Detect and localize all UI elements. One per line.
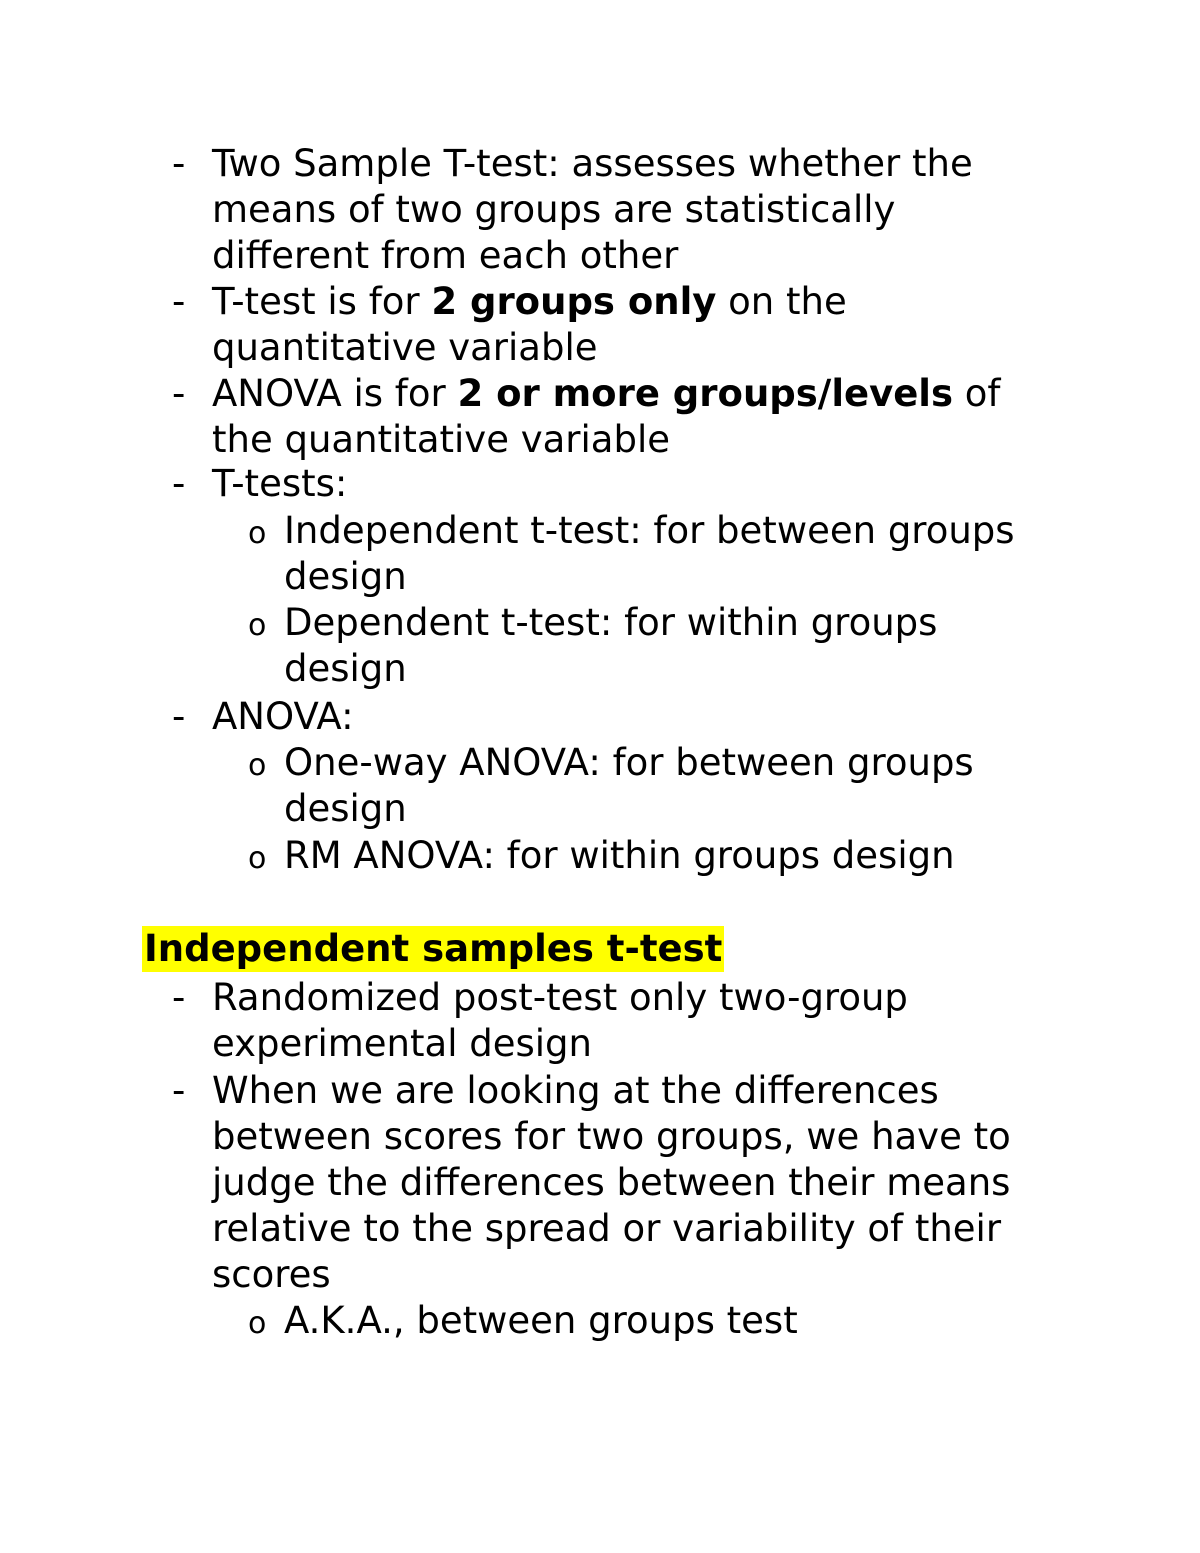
dash-bullet: - — [172, 372, 186, 415]
list-item-label: ANOVA: — [212, 695, 354, 738]
dash-bullet: - — [172, 976, 186, 1019]
dash-bullet: - — [172, 695, 186, 738]
list-item-line: quantitative variable — [212, 326, 598, 369]
list-item-line: between scores for two groups, we have to — [212, 1115, 1011, 1158]
list-item-line: scores — [212, 1253, 331, 1296]
sub-item-line: Independent t-test: for between groups — [284, 509, 1015, 552]
list-item-line: different from each other — [212, 234, 679, 277]
section-heading: Independent samples t-test — [144, 927, 723, 970]
list-item-line: judge the differences between their means — [212, 1161, 1011, 1204]
sub-item-line: One-way ANOVA: for between groups — [284, 741, 974, 784]
list-item-line: T-test is for 2 groups only on the — [212, 280, 847, 323]
list-item-line: Two Sample T-test: assesses whether the — [212, 142, 973, 185]
list-item-line: means of two groups are statistically — [212, 188, 896, 231]
sub-item-line: RM ANOVA: for within groups design — [284, 834, 955, 877]
sub-item-line: design — [284, 555, 407, 598]
dash-bullet: - — [172, 1069, 186, 1112]
sub-item-line: design — [284, 647, 407, 690]
list-item-line: When we are looking at the differences — [212, 1069, 939, 1112]
circle-bullet: o — [248, 608, 267, 643]
list-item-line: the quantitative variable — [212, 418, 670, 461]
list-item-line: experimental design — [212, 1022, 592, 1065]
circle-bullet: o — [248, 516, 267, 551]
circle-bullet: o — [248, 1306, 267, 1341]
dash-bullet: - — [172, 142, 186, 185]
list-item-line: ANOVA is for 2 or more groups/levels of — [212, 372, 1001, 415]
list-item-line: relative to the spread or variability of their — [212, 1207, 1002, 1250]
sub-item-line: A.K.A., between groups test — [284, 1299, 798, 1342]
list-item-label: T-tests: — [212, 462, 348, 505]
bold-emphasis: 2 groups only — [431, 280, 717, 323]
sub-item-line: design — [284, 787, 407, 830]
circle-bullet: o — [248, 748, 267, 783]
bold-emphasis: 2 or more groups/levels — [457, 372, 954, 415]
dash-bullet: - — [172, 280, 186, 323]
list-item-line: Randomized post-test only two-group — [212, 976, 908, 1019]
circle-bullet: o — [248, 841, 267, 876]
dash-bullet: - — [172, 462, 186, 505]
sub-item-line: Dependent t-test: for within groups — [284, 601, 938, 644]
